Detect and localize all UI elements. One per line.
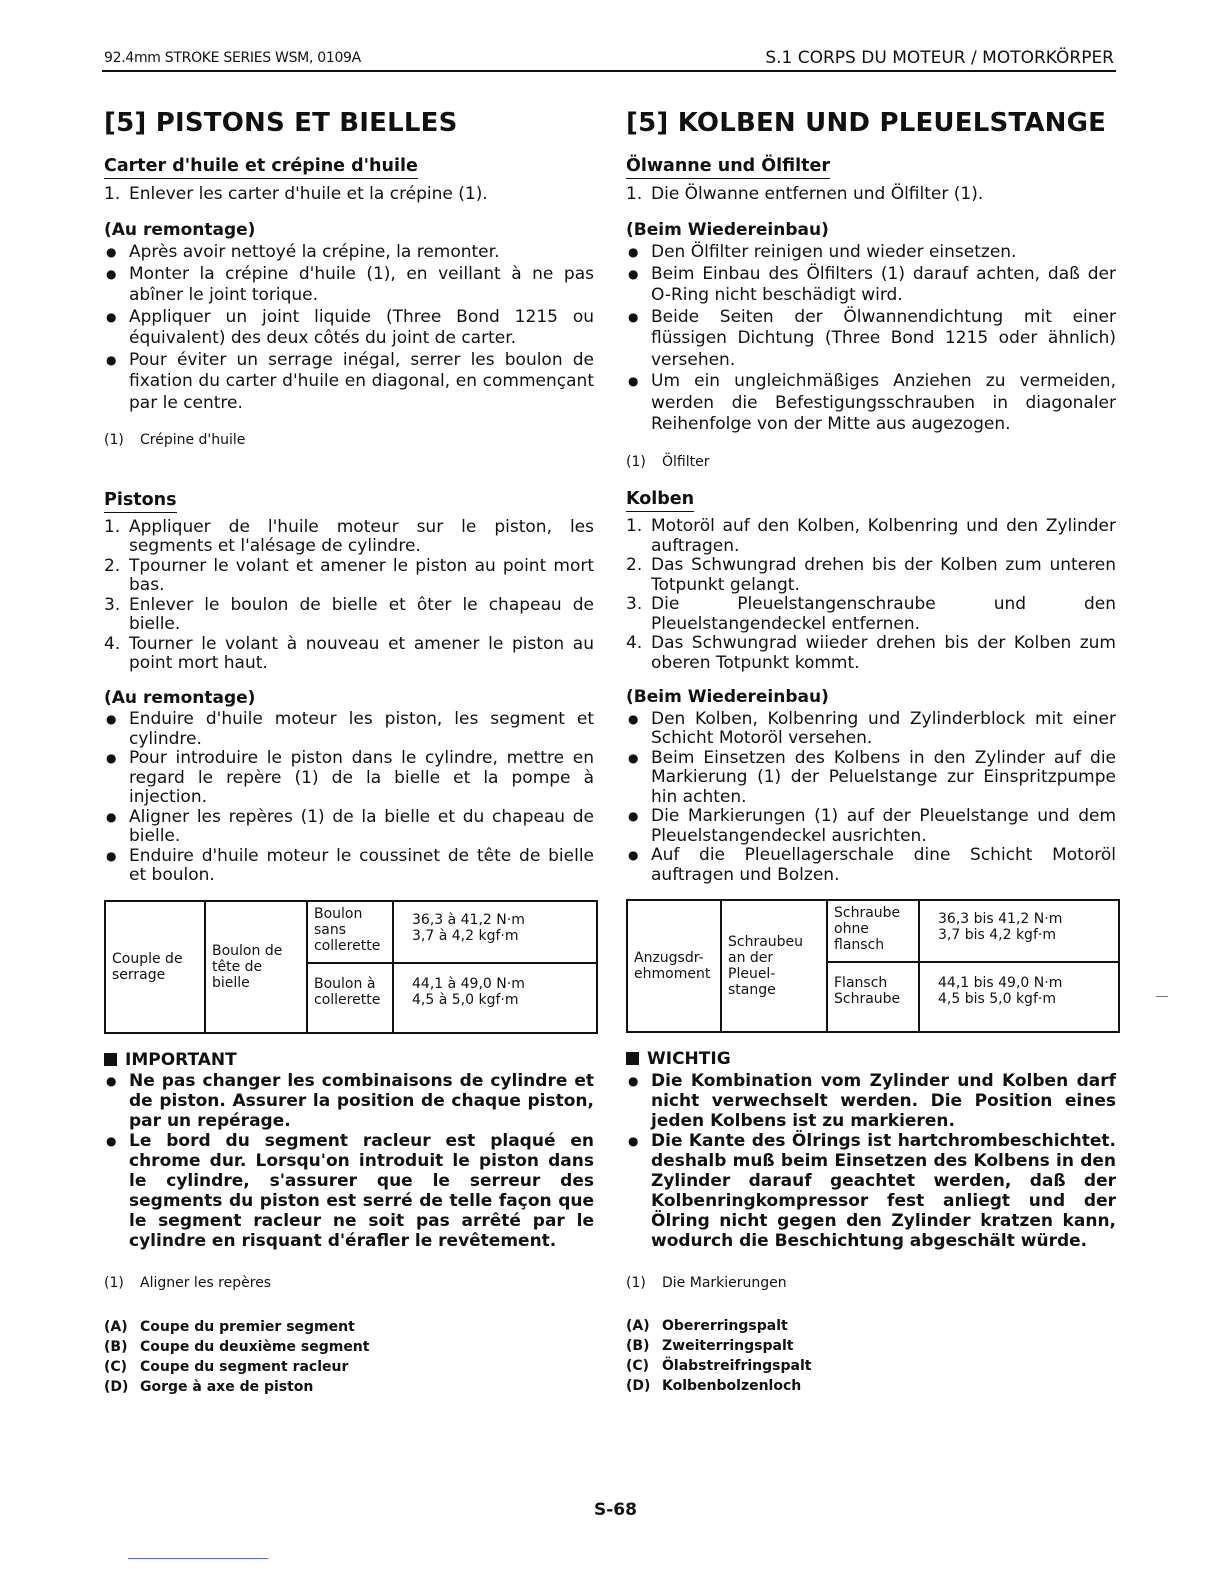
bullet-item: ● Den Kolben, Kolbenring und Zylinderblock mit einer Schicht Motoröl versehen. <box>626 710 1116 749</box>
bullet-item: ● Auf die Pleuellagerschale dine Schicht Motoröl auftragen und Bolzen. <box>626 846 1116 885</box>
bullet-item: ● Den Ölfilter reinigen und wieder einsetzen. <box>626 242 1116 264</box>
table-cell: 36,3 bis 41,2 N·m 3,7 bis 4,2 kgf·m <box>919 900 1119 962</box>
bullet-item: ● Beide Seiten der Ölwannendichtung mit einer flüssigen Dichtung (Three Bond 1215 oder ähnlich) versehen. <box>626 307 1116 372</box>
bullet-item: ● Beim Einbau des Ölfilters (1) darauf achten, daß der O-Ring nicht beschädigt wird. <box>626 264 1116 307</box>
figure-note: (1) Aligner les repères <box>104 1275 272 1291</box>
bullet-item: ● Um ein ungleichmäßiges Anziehen zu vermeiden, werden die Befestigungsschrauben in diagonaler Reihenfolge von der Mitte aus augezogen. <box>626 371 1116 436</box>
important-list <box>104 1071 594 1251</box>
bullet-item: ● Appliquer un joint liquide (Three Bond 1215 ou équivalent) des deux côtés du joint de carter. <box>104 307 594 350</box>
square-bullet-icon <box>104 1053 117 1066</box>
step-item: 1. Appliquer de l'huile moteur sur le piston, les segments et l'alésage de cylindre. <box>104 516 594 556</box>
figure-note: (1) Crépine d'huile <box>104 432 246 448</box>
header-rule <box>102 70 1116 72</box>
legend-item: (C) Ölabstreifringspalt <box>626 1358 812 1374</box>
figure-legend <box>626 1316 1116 1396</box>
important-list <box>626 1071 1116 1251</box>
step-item: 2. Das Schwungrad drehen bis der Kolben zum unteren Totpunkt gelangt. <box>626 555 1116 595</box>
bullet-item: ● Die Kante des Ölrings ist hartchrombeschichtet. deshalb muß beim Einsetzen des Kolbens in den Zylinder darauf geachtet werden, daß der Kolbenringkompressor fest anliegt und der Ölring nicht gegen den Zylinder kratzen kann, wodurch die Beschichtung abgeschält würde. <box>626 1131 1116 1251</box>
table-cell: Flansch Schraube <box>827 962 919 1032</box>
bullet-item: ● Beim Einsetzen des Kolbens in den Zylinder auf die Markierung (1) der Peluelstange zur Einspritzpumpe hin achten. <box>626 749 1116 808</box>
subsection-heading: Ölwanne und Ölfilter <box>626 156 830 179</box>
column-german <box>626 96 1116 1396</box>
steps-list <box>104 518 594 674</box>
table-cell: Boulon sans collerette <box>307 901 393 963</box>
table-cell: Anzugsdr-ehmoment <box>627 900 721 1032</box>
step-item: 1. Die Ölwanne entfernen und Ölfilter (1). <box>626 184 984 204</box>
subsection-heading: Carter d'huile et crépine d'huile <box>104 156 418 179</box>
bullet-item: ● Le bord du segment racleur est plaqué en chrome dur. Lorsqu'on introduit le piston dans le cylindre, s'assurer que le serreur des segments du piston est serré de telle façon que le segment racleur ne soit pas arrêté par le cylindre en risquant d'érafler le revêtement. <box>104 1131 594 1251</box>
important-heading: IMPORTANT <box>104 1050 594 1072</box>
subsection-heading: Kolben <box>626 489 694 512</box>
step-item: 1. Motoröl auf den Kolben, Kolbenring und den Zylinder auftragen. <box>626 516 1116 556</box>
square-bullet-icon <box>626 1052 639 1065</box>
reassembly-label: (Beim Wiedereinbau) <box>626 687 829 707</box>
footnote-rule <box>128 1558 268 1559</box>
bullet-item: ● Pour introduire le piston dans le cylindre, mettre en regard le repère (1) de la bielle et la pompe à injection. <box>104 749 594 808</box>
table-cell: 36,3 à 41,2 N·m 3,7 à 4,2 kgf·m <box>393 901 597 963</box>
bullet-list <box>104 242 594 414</box>
legend-item: (A) Obererringspalt <box>626 1318 788 1334</box>
step-item: 3. Enlever le boulon de bielle et ôter le chapeau de bielle. <box>104 594 594 634</box>
margin-mark <box>1156 996 1168 997</box>
table-cell: Schraubeu an der Pleuel-stange <box>721 900 827 1032</box>
table-cell: 44,1 à 49,0 N·m 4,5 à 5,0 kgf·m <box>393 963 597 1033</box>
page-number: S-68 <box>594 1500 637 1520</box>
reassembly-label: (Au remontage) <box>104 219 256 240</box>
bullet-item: ● Enduire d'huile moteur les piston, les segment et cylindre. <box>104 710 594 749</box>
bullet-item: ● Die Markierungen (1) auf der Pleuelstange und dem Pleuelstangendeckel ausrichten. <box>626 807 1116 846</box>
figure-legend <box>104 1317 594 1397</box>
bullet-item: ● Pour éviter un serrage inégal, serrer les boulon de fixation du carter d'huile en diagonal, en commençant par le centre. <box>104 350 594 415</box>
section-title: [5] KOLBEN UND PLEUELSTANGE <box>626 108 1107 138</box>
table-cell: Couple de serrage <box>105 901 205 1033</box>
figure-note: (1) Die Markierungen <box>626 1274 787 1291</box>
bullet-item: ● Aligner les repères (1) de la bielle et du chapeau de bielle. <box>104 808 594 847</box>
important-heading: WICHTIG <box>626 1049 1116 1071</box>
torque-table <box>626 899 1120 1033</box>
table-cell: Boulon à collerette <box>307 963 393 1033</box>
steps-list <box>104 184 594 206</box>
steps-list <box>626 184 1116 206</box>
torque-table <box>104 900 598 1034</box>
header-left: 92.4mm STROKE SERIES WSM, 0109A <box>104 50 361 66</box>
figure-note: (1) Ölfilter <box>626 453 710 470</box>
bullet-item: ● Monter la crépine d'huile (1), en veillant à ne pas abîner le joint torique. <box>104 264 594 307</box>
legend-item: (D) Kolbenbolzenloch <box>626 1378 802 1394</box>
table-cell: Boulon de tête de bielle <box>205 901 307 1033</box>
table-cell: Schraube ohne flansch <box>827 900 919 962</box>
bullet-list <box>626 710 1116 886</box>
step-item: 2. Tpourner le volant et amener le piston au point mort bas. <box>104 555 594 595</box>
step-item: 1. Enlever les carter d'huile et la crépine (1). <box>104 184 488 204</box>
table-cell: 44,1 bis 49,0 N·m 4,5 bis 5,0 kgf·m <box>919 962 1119 1032</box>
bullet-list <box>104 710 594 886</box>
bullet-item: ● Enduire d'huile moteur le coussinet de tête de bielle et boulon. <box>104 847 594 886</box>
header-right: S.1 CORPS DU MOTEUR / MOTORKÖRPER <box>765 48 1114 68</box>
bullet-item: ● Die Kombination vom Zylinder und Kolben darf nicht verwechselt werden. Die Position eines jeden Kolbens ist zu markieren. <box>626 1071 1116 1131</box>
reassembly-label: (Beim Wiedereinbau) <box>626 219 829 240</box>
step-item: 4. Tourner le volant à nouveau et amener le piston au point mort haut. <box>104 633 594 673</box>
bullet-item: ● Après avoir nettoyé la crépine, la remonter. <box>104 242 594 264</box>
column-french <box>104 96 594 1397</box>
legend-item: (B) Coupe du deuxième segment <box>104 1338 370 1355</box>
legend-item: (B) Zweiterringspalt <box>626 1338 794 1354</box>
bullet-item: ● Ne pas changer les combinaisons de cylindre et de piston. Assurer la position de chaque piston, par un repérage. <box>104 1071 594 1131</box>
reassembly-label: (Au remontage) <box>104 687 256 708</box>
section-title: [5] PISTONS ET BIELLES <box>104 108 458 138</box>
step-item: 3. Die Pleuelstangenschraube und den Pleuelstangendeckel entfernen. <box>626 594 1116 634</box>
step-item: 4. Das Schwungrad wiieder drehen bis der Kolben zum oberen Totpunkt kommt. <box>626 633 1116 673</box>
bullet-list <box>626 242 1116 436</box>
legend-item: (D) Gorge à axe de piston <box>104 1378 314 1395</box>
subsection-heading: Pistons <box>104 490 177 513</box>
legend-item: (A) Coupe du premier segment <box>104 1318 355 1335</box>
steps-list <box>626 517 1116 673</box>
legend-item: (C) Coupe du segment racleur <box>104 1358 349 1375</box>
